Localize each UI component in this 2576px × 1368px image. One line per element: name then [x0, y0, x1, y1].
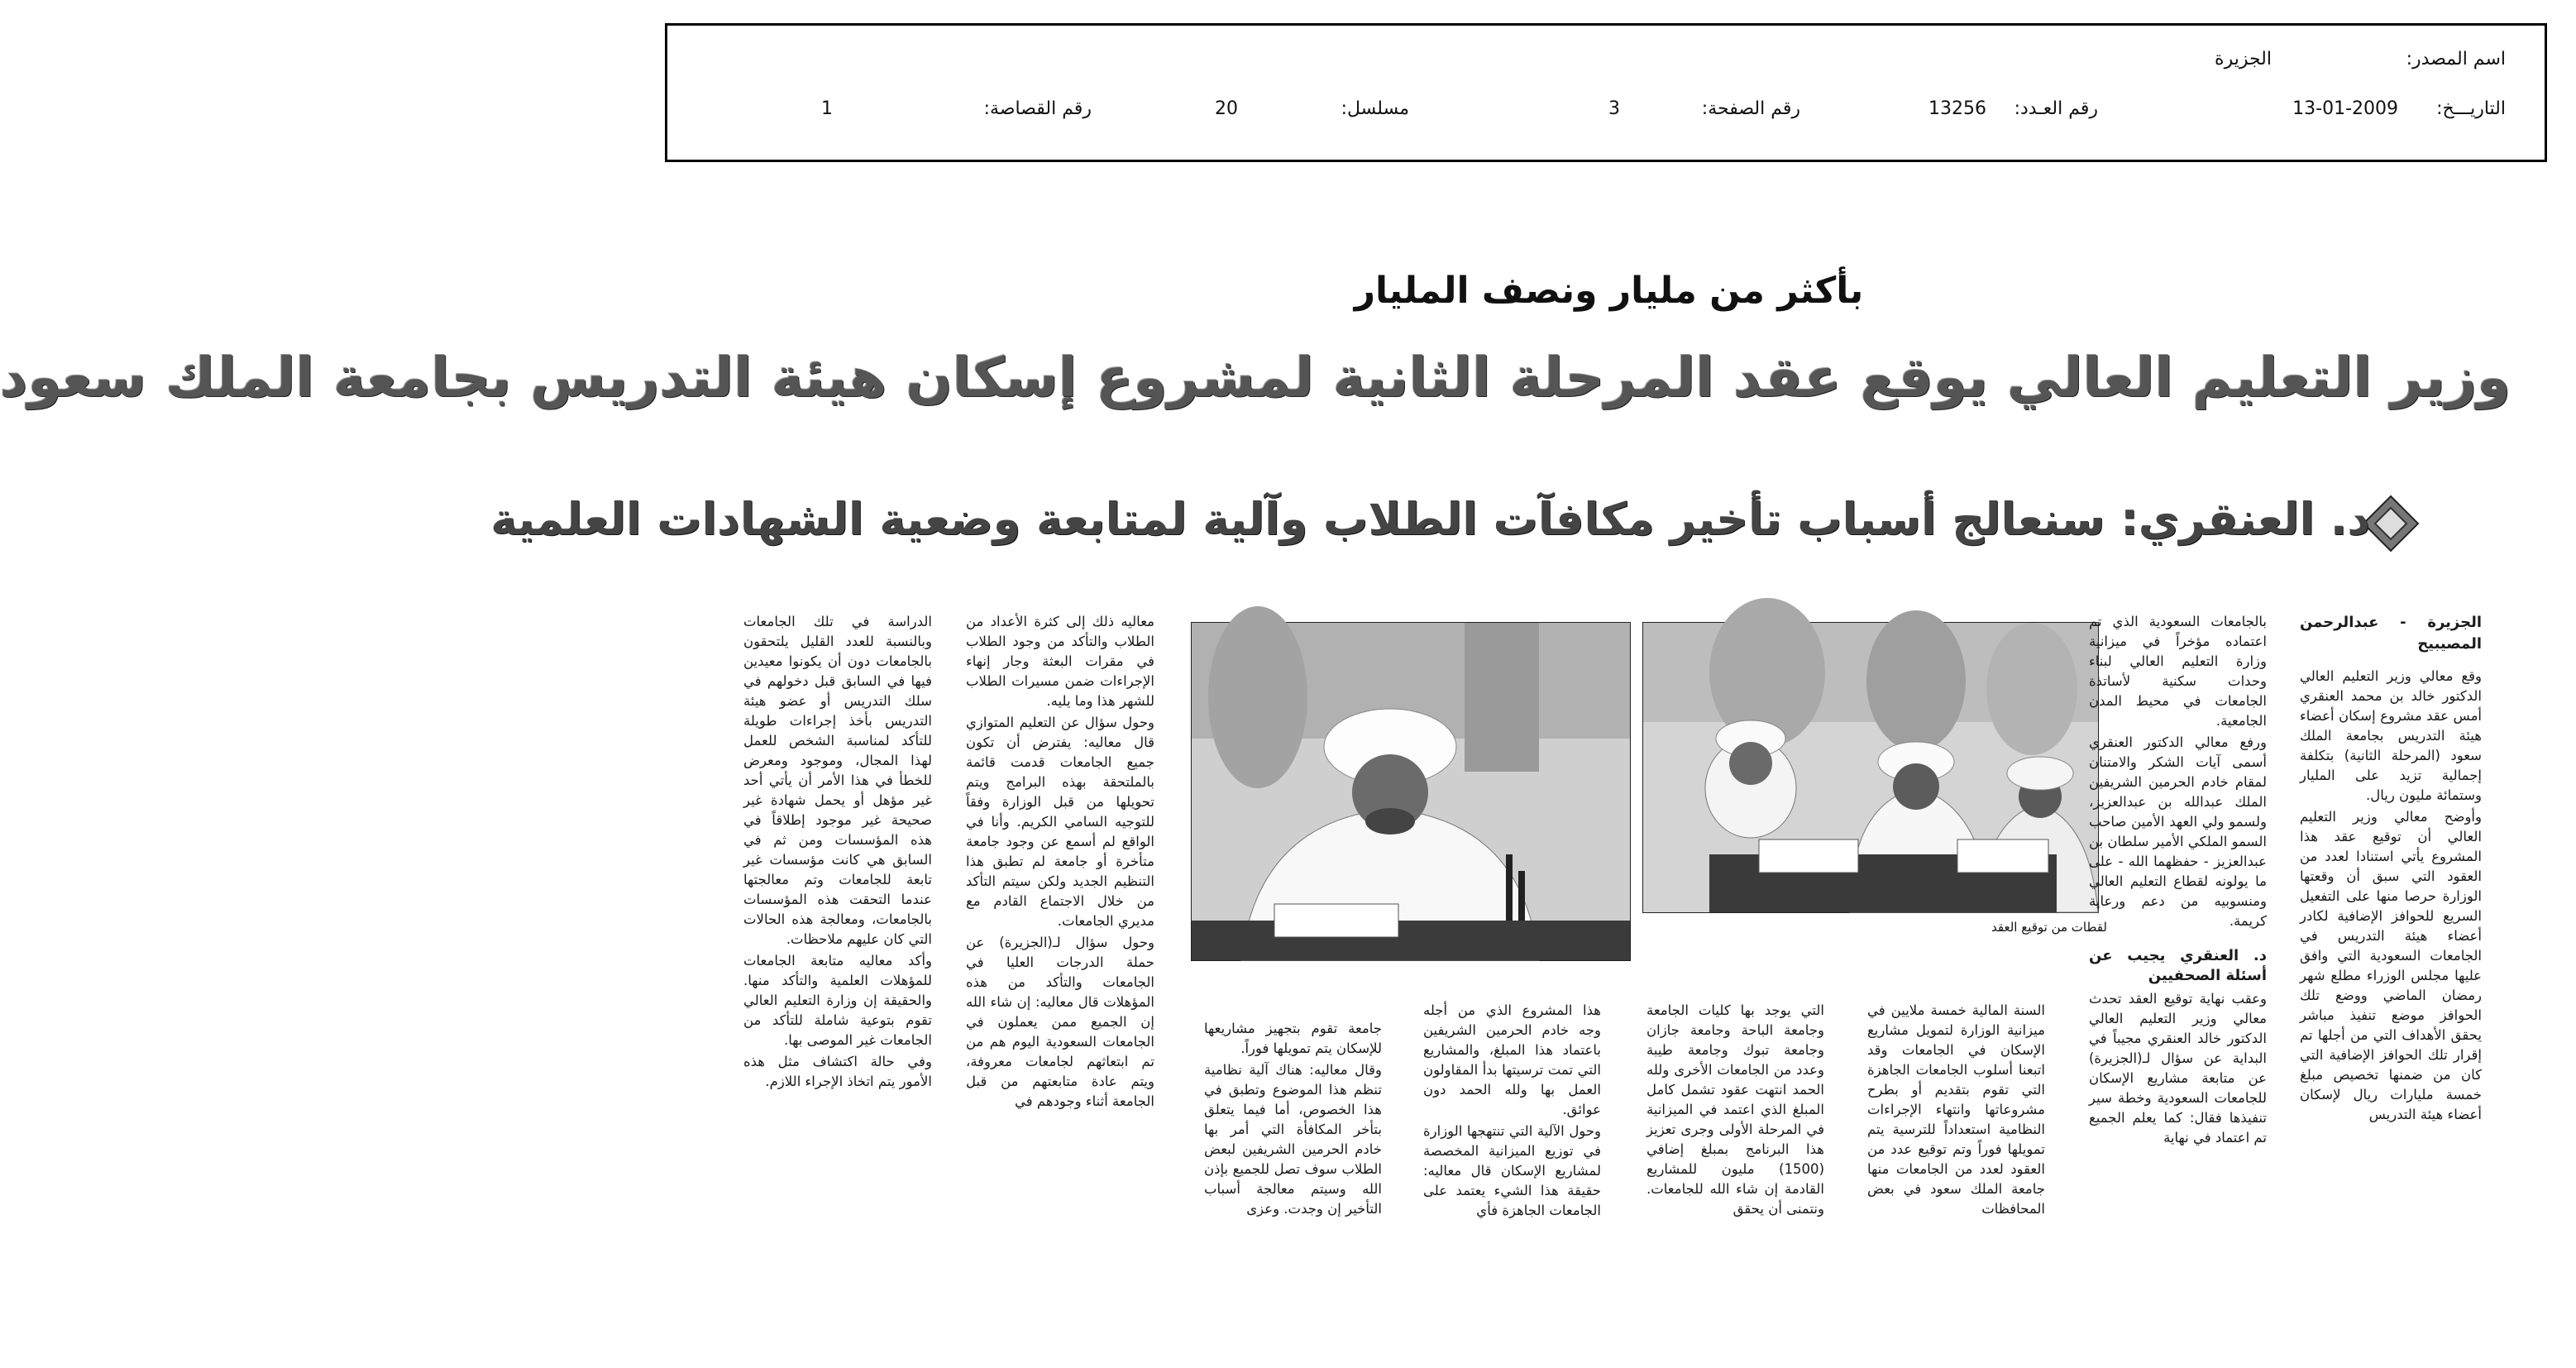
paragraph: ورفع معالي الدكتور العنقري أسمى آيات الشكر والامتنان لمقام خادم الحرمين الشريفين الملك عبدالله بن عبدالعزيز، ولسمو ولي العهد الأمين صاحب السمو الملكي الأمير سلطان بن عبدالعزيز - حفظهما الله - على ما يولونه لقطاع التعليم العالي ومنسوبيه من دعم ورعاية كريمة. [2089, 734, 2267, 929]
article-column-7 [966, 612, 1154, 1274]
paragraph: وقال معاليه: هناك آلية نظامية تنظم هذا الموضوع وتطبق في هذا الخصوص، أما فيما يتعلق بتأخر المكافأة التي أمر بها خادم الحرمين الشريفين لبعض الطلاب سوف تصل للجميع بإذن الله وسيتم معالجة أسباب التأخير إن وجدت. وعزى [1204, 1062, 1382, 1217]
article-column-5 [1423, 1001, 1601, 1274]
date-label: التاريـــخ: [2436, 98, 2506, 119]
article-kicker: بأكثر من مليار ونصف المليار [1354, 270, 1864, 312]
photo-minister-image [1192, 623, 1630, 960]
signing-photo-right [1642, 622, 2099, 913]
page-label: رقم الصفحة: [1701, 98, 1800, 119]
article-column-6 [1204, 1019, 1382, 1274]
source-value: الجزيرة [2215, 49, 2272, 69]
diamond-ornament-icon [2362, 495, 2420, 552]
issue-value: 13256 [1928, 98, 1986, 119]
clip-label: رقم القصاصة: [983, 98, 1092, 119]
photo-signing-ceremony-image [1643, 623, 2098, 912]
date-value: 13-01-2009 [2292, 98, 2398, 119]
source-metadata-box [665, 23, 2547, 162]
article-column-3 [1867, 1001, 2045, 1274]
paragraph: وعقب نهاية توقيع العقد تحدث معالي وزير التعليم العالي الدكتور خالد العنقري مجيباً في البداية عن سؤال لـ(الجزيرة) عن متابعة مشاريع الإسكان للجامعات السعودية وخطة سير تنفيذها فقال: كما يعلم الجميع تم اعتماد في نهاية [2089, 991, 2267, 1146]
article-column-2-bottom [2089, 940, 2267, 1274]
article-column-1 [2300, 612, 2482, 1274]
paragraph: وقع معالي وزير التعليم العالي الدكتور خالد بن محمد العنقري أمس عقد مشروع إسكان أعضاء هيئة التدريس بجامعة الملك سعود (المرحلة الثانية) بتكلفة إجمالية تزيد على المليار وستمائة مليون ريال. [2300, 668, 2482, 803]
article-column-4 [1646, 1001, 1824, 1274]
paragraph: معاليه ذلك إلى كثرة الأعداد من الطلاب والتأكد من وجود الطلاب في مقرات البعثة وجار إنهاء الإجراءات ضمن مسيرات الطلاب للشهر هذا وما يليه. [966, 614, 1154, 709]
serial-value: 20 [1215, 98, 1238, 119]
paragraph: جامعة تقوم بتجهيز مشاريعها للإسكان يتم تمويلها فوراً. [1204, 1021, 1382, 1056]
paragraph: وحول سؤال لـ(الجزيرة) عن حملة الدرجات العليا في الجامعات والتأكد من هذه المؤهلات قال معاليه: إن شاء الله إن الجميع ممن يعملون في الجامعات السعودية اليوم هم من تم ابتعاثهم لجامعات معروفة، ويتم عادة متابعتهم من قبل الجامعة أثناء وجودهم في [966, 935, 1154, 1109]
paragraph: وأوضح معالي وزير التعليم العالي أن توقيع عقد هذا المشروع يأتي استنادا لعدد من العقود التي سبق أن وقعتها الوزارة حرصا منها على التفعيل السريع للحوافز الإضافية لكادر أعضاء هيئة التدريس في الجامعات السعودية التي وافق عليها مجلس الوزراء مطلع شهر رمضان الماضي ووضع تلك الحوافز موضع تنفيذ مباشر يحقق الأهداف التي من أجلها تم إقرار تلك الحوافز الإضافية التي كان من ضمنها تخصيص مبلغ خمسة مليارات ريال لإسكان أعضاء هيئة التدريس [2300, 809, 2482, 1122]
paragraph: الدراسة في تلك الجامعات وبالنسبة للعدد القليل يلتحقون بالجامعات دون أن يكونوا معيدين فيها في السابق قبل دخولهم في سلك التدريس أو عضو هيئة التدريس بأخذ إجراءات طويلة للتأكد لمناسبة الشخص للعمل لهذا المجال، وموجود ومعرض للخطأ في هذا الأمر أن يأتي أحد غير مؤهل أو يحمل شهادة غير صحيحة غير موجود إطلاقاً في هذه المؤسسات ومن ثم في السابق هي كانت مؤسسات غير تابعة للجامعات وتم معالجتها عندما التحقت هذه المؤسسات بالجامعات، ومعالجة هذه الحالات التي كان عليهم ملاحظات. [743, 614, 932, 947]
paragraph: وأكد معاليه متابعة الجامعات للمؤهلات العلمية والتأكد منها. والحقيقة إن وزارة التعليم العالي تقوم بتوعية شاملة للتأكد من الجامعات غير الموصى بها. [743, 953, 932, 1048]
source-label: اسم المصدر: [2406, 49, 2506, 69]
page-value: 3 [1608, 98, 1620, 119]
article-subhead: د. العنقري: سنعالج أسباب تأخير مكافآت الطلاب وآلية لمتابعة وضعية الشهادات العلمية [490, 493, 2370, 545]
signing-photo-left [1191, 622, 1631, 961]
paragraph: وحول الآلية التي تنتهجها الوزارة في توزيع الميزانية المخصصة لمشاريع الإسكان قال معاليه: حقيقة هذا الشيء يعتمد على الجامعات الجاهزة فأي [1423, 1123, 1601, 1218]
article-column-2 [2089, 612, 2267, 929]
article-headline: وزير التعليم العالي يوقع عقد المرحلة الثانية لمشروع إسكان هيئة التدريس بجامعة الملك سعود [0, 346, 2511, 409]
article-byline: الجزيرة - عبدالرحمن المصيبيح [2300, 614, 2482, 653]
paragraph: بالجامعات السعودية الذي تم اعتماده مؤخراً في ميزانية وزارة التعليم العالي لبناء وحدات سكنية لأساتذة الجامعات في محيط المدن الجامعية. [2089, 614, 2267, 729]
paragraph: وفي حالة اكتشاف مثل هذه الأمور يتم اتخاذ الإجراء اللازم. [743, 1054, 932, 1089]
section-subheading: د. العنقري يجيب عن أسئلة الصحفيين [2089, 947, 2267, 984]
paragraph: هذا المشروع الذي من أجله وجه خادم الحرمين الشريفين باعتماد هذا المبلغ، والمشاريع التي تمت ترسيتها بدأ المقاولون العمل بها ولله الحمد دون عوائق. [1423, 1002, 1601, 1117]
photo-caption: لقطات من توقيع العقد [1991, 920, 2107, 935]
paragraph: وحول سؤال عن التعليم المتوازي قال معاليه: يفترض أن تكون جميع الجامعات قدمت قائمة بالملتحقة بهذه البرامج ويتم تحويلها من قبل الوزارة وفقاً للتوجيه السامي الكريم. وأنا في الواقع لم أسمع عن وجود جامعة متأخرة أو جامعة لم تطبق هذا التنظيم الجديد ولكن سيتم التأكد من خلال الاجتماع القادم مع مديري الجامعات. [966, 715, 1154, 929]
paragraph: السنة المالية خمسة ملايين في ميزانية الوزارة لتمويل مشاريع الإسكان في الجامعات وقد اتبعنا أسلوب الجامعات الجاهزة التي تقوم بتقديم أو بطرح مشروعاتها وانتهاء الإجراءات النظامية استعداداً للترسية يتم تمويلها فوراً وتم توقيع عدد من العقود لعدد من الجامعات منها جامعة الملك سعود في بعض المحافظات [1867, 1002, 2045, 1217]
clip-value: 1 [821, 98, 833, 119]
issue-label: رقم العـدد: [2014, 98, 2098, 119]
article-column-8 [743, 612, 932, 1274]
serial-label: مسلسل: [1341, 98, 1409, 119]
paragraph: التي يوجد بها كليات الجامعة وجامعة الباحة وجامعة جازان وجامعة تبوك وجامعة طيبة وعدد من الجامعات الأخرى ولله الحمد انتهت عقود تشمل كامل المبلغ الذي اعتمد في الميزانية في المرحلة الأولى وجرى تعزيز هذا البرنامج بمبلغ إضافي (1500) مليون للمشاريع القادمة إن شاء الله للجامعات. ونتمنى أن يحقق [1646, 1002, 1824, 1217]
